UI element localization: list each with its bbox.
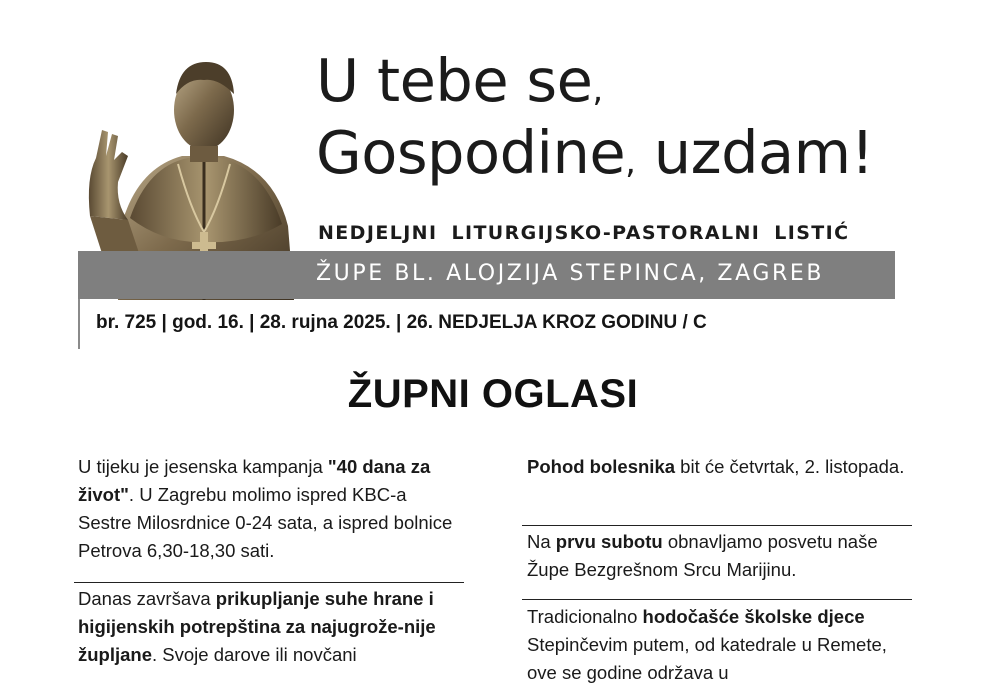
section-title: ŽUPNI OGLASI bbox=[347, 372, 639, 416]
notice-divider bbox=[522, 599, 912, 600]
masthead-title-line2: Gospodine, uzdam! bbox=[316, 118, 874, 187]
notice-hodocasce: Tradicionalno hodočašće školske djece Stepinčevim putem, od katedrale u Remete, ove se godine održava u bbox=[527, 606, 887, 683]
notice-food-collection: Danas završava prikupljanje suhe hrane i higijenskih potrepština za najugrože-nije župljane. Svoje darove ili novčani bbox=[78, 588, 436, 665]
title-comma: , bbox=[625, 142, 636, 182]
masthead-subtitle: NEDJELJNI LITURGIJSKO-PASTORALNI LISTIĆ bbox=[318, 222, 850, 244]
issue-line: br. 725 | god. 16. | 28. rujna 2025. | 26. NEDJELJA KROZ GODINU / C bbox=[96, 312, 707, 333]
masthead-title-line1: U tebe se, bbox=[316, 46, 603, 115]
issue-rule bbox=[78, 299, 80, 349]
notice-prva-subota: Na prvu subotu obnavljamo posvetu naše Župe Bezgrešnom Srcu Marijinu. bbox=[527, 531, 878, 580]
parish-name: ŽUPE BL. ALOJZIJA STEPINCA, ZAGREB bbox=[316, 261, 825, 286]
notice-pohod-bolesnika: Pohod bolesnika bit će četvrtak, 2. listopada. bbox=[527, 456, 905, 477]
notice-divider bbox=[522, 525, 912, 526]
title-comma: , bbox=[592, 70, 603, 110]
notice-40-dana: U tijeku je jesenska kampanja "40 dana za život". U Zagrebu molimo ispred KBC-a Sestre Milosrdnice 0-24 sata, a ispred bolnice Petrova 6,30-18,30 sati. bbox=[78, 456, 453, 561]
notice-divider bbox=[74, 582, 464, 583]
